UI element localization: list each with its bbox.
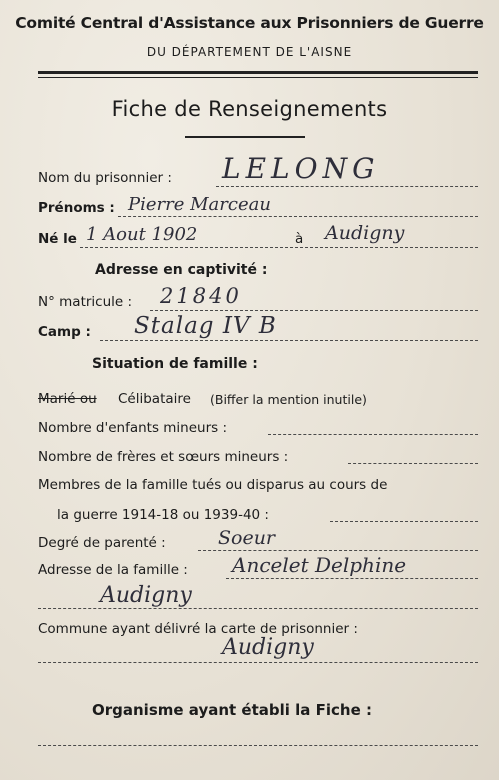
nom-label: Nom du prisonnier : (38, 170, 172, 186)
header-rule-thin (38, 77, 478, 78)
matricule-label: N° matricule : (38, 294, 133, 310)
matricule-value: 21840 (160, 284, 242, 308)
adresse-famille-line1 (226, 578, 478, 579)
marie-ou-struck: Marié ou (38, 391, 97, 407)
membres-line (330, 521, 478, 522)
celibataire-label: Célibataire (118, 391, 191, 407)
commune-label: Commune ayant délivré la carte de prisonnier : (38, 621, 358, 637)
camp-value: Stalag IV B (134, 313, 277, 339)
a-value: Audigny (325, 222, 405, 244)
camp-label: Camp : (38, 324, 91, 340)
prenoms-line (118, 216, 478, 217)
membres-line1: Membres de la famille tués ou disparus au cours de (38, 477, 388, 493)
org-department: DU DÉPARTEMENT DE L'AISNE (146, 45, 353, 59)
commune-value: Audigny (222, 635, 314, 660)
adresse-captivite-heading: Adresse en captivité : (95, 262, 268, 278)
prenoms-value: Pierre Marceau (128, 194, 271, 215)
ne-le-value: 1 Aout 1902 (86, 224, 198, 245)
adresse-famille-line2 (38, 608, 478, 609)
camp-line (100, 340, 478, 341)
org-name: Comité Central d'Assistance aux Prisonniers de Guerre (15, 14, 484, 32)
matricule-line (150, 310, 478, 311)
adresse-famille-value2: Audigny (100, 583, 192, 608)
biffer-note: (Biffer la mention inutile) (210, 392, 367, 407)
header-rule-thick (38, 71, 478, 74)
title-underline (185, 136, 305, 138)
degre-label: Degré de parenté : (38, 535, 166, 551)
situation-heading: Situation de famille : (92, 356, 258, 372)
organisme-heading: Organisme ayant établi la Fiche : (92, 701, 372, 719)
membres-line2: la guerre 1914-18 ou 1939-40 : (57, 507, 269, 523)
enfants-line (268, 434, 478, 435)
ne-le-line (80, 247, 478, 248)
adresse-famille-label: Adresse de la famille : (38, 562, 188, 578)
adresse-famille-value1: Ancelet Delphine (232, 553, 407, 577)
form-title: Fiche de Renseignements (111, 97, 388, 121)
commune-line (38, 662, 478, 663)
ne-le-label: Né le (38, 231, 77, 247)
enfants-label: Nombre d'enfants mineurs : (38, 420, 228, 436)
organisme-line (38, 745, 478, 746)
a-label: à (295, 231, 304, 247)
nom-value: LELONG (222, 152, 380, 185)
prenoms-label: Prénoms : (38, 200, 115, 216)
freres-label: Nombre de frères et sœurs mineurs : (38, 449, 289, 465)
degre-value: Soeur (218, 527, 276, 549)
freres-line (348, 463, 478, 464)
nom-line (216, 186, 478, 187)
degre-line (198, 550, 478, 551)
